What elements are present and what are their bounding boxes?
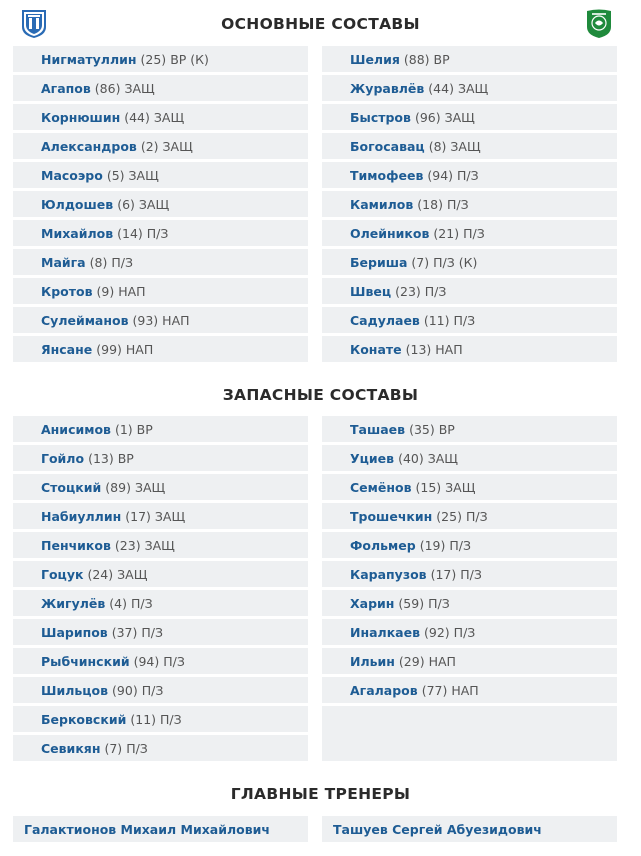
- player-position: П/З: [446, 196, 469, 212]
- starting-lineups-title: ОСНОВНЫЕ СОСТАВЫ: [221, 15, 420, 33]
- player-number: (77): [421, 682, 448, 698]
- player-position: ВР: [117, 450, 134, 466]
- player-row[interactable]: [13, 307, 308, 333]
- player-position: П/З: [160, 711, 182, 727]
- player-row[interactable]: [322, 503, 617, 529]
- player-row[interactable]: [13, 75, 308, 101]
- player-position: ЗАЩ: [427, 450, 458, 466]
- player-row[interactable]: [13, 532, 308, 558]
- player-row[interactable]: [322, 220, 617, 246]
- player-name[interactable]: Ташаев: [350, 421, 406, 437]
- player-row[interactable]: [13, 503, 308, 529]
- player-row[interactable]: [322, 104, 617, 130]
- player-number: (88): [403, 51, 430, 67]
- player-name[interactable]: Иналкаев: [350, 624, 420, 640]
- player-number: (24): [87, 566, 114, 582]
- player-row[interactable]: [322, 677, 617, 703]
- player-number: (11): [423, 312, 450, 328]
- away-starting-list: [322, 46, 617, 365]
- player-row[interactable]: [322, 648, 617, 674]
- player-number: (44): [124, 109, 150, 125]
- player-name[interactable]: Харин: [350, 595, 395, 611]
- player-row[interactable]: [322, 532, 617, 558]
- player-name[interactable]: Быстров: [350, 109, 411, 125]
- player-number: (14): [117, 225, 143, 241]
- player-number: (44): [428, 80, 454, 96]
- player-number: (5): [106, 167, 125, 183]
- player-name[interactable]: Уциев: [350, 450, 395, 466]
- player-row[interactable]: [322, 249, 617, 275]
- player-position: П/З: [463, 225, 485, 241]
- player-position: П/З (К): [433, 254, 478, 270]
- player-name[interactable]: Олейников: [350, 225, 430, 241]
- player-row[interactable]: [13, 104, 308, 130]
- player-name[interactable]: Масоэро: [41, 167, 103, 183]
- player-position: НАП: [125, 341, 154, 357]
- player-position: ЗАЩ: [450, 138, 481, 154]
- player-position: П/З: [460, 566, 482, 582]
- player-name[interactable]: Карапузов: [350, 566, 427, 582]
- player-number: (15): [415, 479, 442, 495]
- player-row[interactable]: [13, 735, 308, 761]
- player-name[interactable]: Майга: [41, 254, 86, 270]
- player-position: ЗАЩ: [444, 109, 475, 125]
- player-position: ВР: [136, 421, 153, 437]
- home-starting-list: [13, 46, 308, 365]
- player-row[interactable]: [322, 278, 617, 304]
- player-name[interactable]: Нигматуллин: [41, 51, 137, 67]
- player-number: (17): [125, 508, 151, 524]
- player-position: ЗАЩ: [144, 537, 175, 553]
- player-row[interactable]: [13, 162, 308, 188]
- player-position: ЗАЩ: [117, 566, 148, 582]
- player-name[interactable]: Ильин: [350, 653, 395, 669]
- empty-row: [322, 706, 617, 761]
- player-position: ЗАЩ: [162, 138, 193, 154]
- player-row[interactable]: [322, 46, 617, 72]
- away-subs-list: [322, 416, 617, 764]
- player-name[interactable]: Анисимов: [41, 421, 111, 437]
- player-name[interactable]: Пенчиков: [41, 537, 111, 553]
- player-name[interactable]: Шильцов: [41, 682, 109, 698]
- player-number: (96): [414, 109, 441, 125]
- player-row[interactable]: [13, 648, 308, 674]
- away-coach[interactable]: Ташуев Сергей Абуезидович: [322, 816, 617, 842]
- player-number: (94): [427, 167, 454, 183]
- player-number: (23): [395, 283, 421, 299]
- player-position: П/З: [131, 595, 153, 611]
- player-row[interactable]: [13, 191, 308, 217]
- player-position: НАП: [162, 312, 190, 328]
- player-row[interactable]: [13, 474, 308, 500]
- player-position: П/З: [465, 508, 488, 524]
- player-row[interactable]: [13, 46, 308, 72]
- player-position: ЗАЩ: [457, 80, 489, 96]
- player-number: (1): [114, 421, 133, 437]
- player-name[interactable]: Александров: [41, 138, 137, 154]
- player-name[interactable]: Стоцкий: [41, 479, 102, 495]
- player-name[interactable]: Журавлёв: [350, 80, 425, 96]
- player-row[interactable]: [322, 445, 617, 471]
- player-row[interactable]: [13, 220, 308, 246]
- player-name[interactable]: Янсане: [41, 341, 93, 357]
- player-row[interactable]: [322, 75, 617, 101]
- player-position: ЗАЩ: [154, 508, 186, 524]
- player-row[interactable]: [13, 590, 308, 616]
- player-number: (7): [104, 740, 123, 756]
- player-row[interactable]: [13, 561, 308, 587]
- player-number: (7): [411, 254, 430, 270]
- player-position: ЗАЩ: [153, 109, 185, 125]
- player-row[interactable]: [13, 677, 308, 703]
- player-number: (25): [140, 51, 167, 67]
- player-row[interactable]: [322, 191, 617, 217]
- player-row[interactable]: [13, 278, 308, 304]
- home-coach[interactable]: Галактионов Михаил Михайлович: [13, 816, 308, 842]
- player-number: (9): [96, 283, 115, 299]
- player-row[interactable]: [13, 133, 308, 159]
- player-number: (8): [428, 138, 447, 154]
- player-name[interactable]: Гойло: [41, 450, 85, 466]
- player-row[interactable]: [322, 133, 617, 159]
- player-name[interactable]: Агапов: [41, 80, 91, 96]
- head-coaches-title: ГЛАВНЫЕ ТРЕНЕРЫ: [230, 785, 411, 803]
- player-position: НАП: [428, 653, 456, 669]
- player-number: (29): [398, 653, 425, 669]
- player-number: (35): [409, 421, 435, 437]
- player-position: ЗАЩ: [445, 479, 476, 495]
- player-row[interactable]: [322, 474, 617, 500]
- player-position: П/З: [126, 740, 148, 756]
- player-number: (93): [132, 312, 159, 328]
- player-name[interactable]: Сулейманов: [41, 312, 129, 328]
- player-number: (37): [111, 624, 138, 640]
- player-number: (11): [130, 711, 157, 727]
- player-position: НАП: [435, 341, 463, 357]
- player-position: П/З: [424, 283, 447, 299]
- player-name[interactable]: Берковский: [41, 711, 127, 727]
- player-number: (6): [117, 196, 135, 212]
- player-name[interactable]: Агаларов: [350, 682, 418, 698]
- player-number: (13): [88, 450, 114, 466]
- player-position: ЗАЩ: [128, 167, 159, 183]
- player-row[interactable]: [322, 307, 617, 333]
- player-position: П/З: [111, 254, 133, 270]
- player-position: П/З: [457, 167, 479, 183]
- player-position: ВР: [438, 421, 455, 437]
- player-row[interactable]: [322, 619, 617, 645]
- player-name[interactable]: Конате: [350, 341, 402, 357]
- player-position: П/З: [453, 312, 476, 328]
- player-number: (40): [398, 450, 424, 466]
- player-number: (23): [114, 537, 141, 553]
- player-position: ЗАЩ: [138, 196, 170, 212]
- player-name[interactable]: Корнюшин: [41, 109, 121, 125]
- player-row[interactable]: [13, 445, 308, 471]
- player-number: (90): [112, 682, 138, 698]
- player-position: П/З: [449, 537, 471, 553]
- player-number: (17): [430, 566, 457, 582]
- player-name[interactable]: Юлдошев: [41, 196, 114, 212]
- player-number: (19): [419, 537, 446, 553]
- player-number: (18): [417, 196, 443, 212]
- player-name[interactable]: Тимофеев: [350, 167, 424, 183]
- player-name[interactable]: Набиуллин: [41, 508, 122, 524]
- player-number: (13): [405, 341, 432, 357]
- player-name[interactable]: Михайлов: [41, 225, 114, 241]
- player-name[interactable]: Гоцук: [41, 566, 84, 582]
- player-number: (2): [140, 138, 159, 154]
- player-row[interactable]: [322, 162, 617, 188]
- player-row[interactable]: [322, 590, 617, 616]
- player-row[interactable]: [13, 336, 308, 362]
- player-name[interactable]: Богосавац: [350, 138, 425, 154]
- player-position: ЗАЩ: [134, 479, 166, 495]
- player-number: (86): [94, 80, 121, 96]
- player-position: ЗАЩ: [124, 80, 155, 96]
- player-number: (4): [109, 595, 128, 611]
- player-name[interactable]: Садулаев: [350, 312, 420, 328]
- player-row[interactable]: [322, 561, 617, 587]
- player-row[interactable]: [13, 249, 308, 275]
- player-row[interactable]: [322, 336, 617, 362]
- player-name[interactable]: Швец: [350, 283, 392, 299]
- player-position: П/З: [141, 624, 164, 640]
- player-name[interactable]: Шарипов: [41, 624, 108, 640]
- player-row[interactable]: [13, 706, 308, 732]
- player-number: (99): [96, 341, 122, 357]
- substitutes-title: ЗАПАСНЫЕ СОСТАВЫ: [222, 386, 419, 404]
- player-position: П/З: [141, 682, 164, 698]
- player-position: ВР (К): [170, 51, 209, 67]
- player-row[interactable]: [322, 416, 617, 442]
- player-position: П/З: [163, 653, 185, 669]
- player-position: ВР: [433, 51, 450, 67]
- player-number: (25): [436, 508, 462, 524]
- player-name[interactable]: Рыбчинский: [41, 653, 130, 669]
- player-name[interactable]: Шелия: [350, 51, 400, 67]
- player-number: (59): [398, 595, 425, 611]
- player-name[interactable]: Жигулёв: [41, 595, 106, 611]
- player-name[interactable]: Фольмер: [350, 537, 416, 553]
- player-name[interactable]: Кротов: [41, 283, 93, 299]
- player-number: (21): [433, 225, 460, 241]
- player-row[interactable]: [13, 619, 308, 645]
- player-number: (8): [89, 254, 108, 270]
- player-name[interactable]: Камилов: [350, 196, 414, 212]
- player-position: П/З: [453, 624, 476, 640]
- player-position: НАП: [451, 682, 479, 698]
- player-name[interactable]: Трошечкин: [350, 508, 433, 524]
- player-name[interactable]: Семёнов: [350, 479, 412, 495]
- home-subs-list: [13, 416, 308, 764]
- player-name[interactable]: Бериша: [350, 254, 408, 270]
- player-position: П/З: [428, 595, 450, 611]
- player-number: (89): [105, 479, 131, 495]
- player-position: НАП: [118, 283, 146, 299]
- player-position: П/З: [146, 225, 169, 241]
- player-number: (94): [133, 653, 160, 669]
- player-number: (92): [424, 624, 450, 640]
- player-name[interactable]: Севикян: [41, 740, 101, 756]
- player-row[interactable]: [13, 416, 308, 442]
